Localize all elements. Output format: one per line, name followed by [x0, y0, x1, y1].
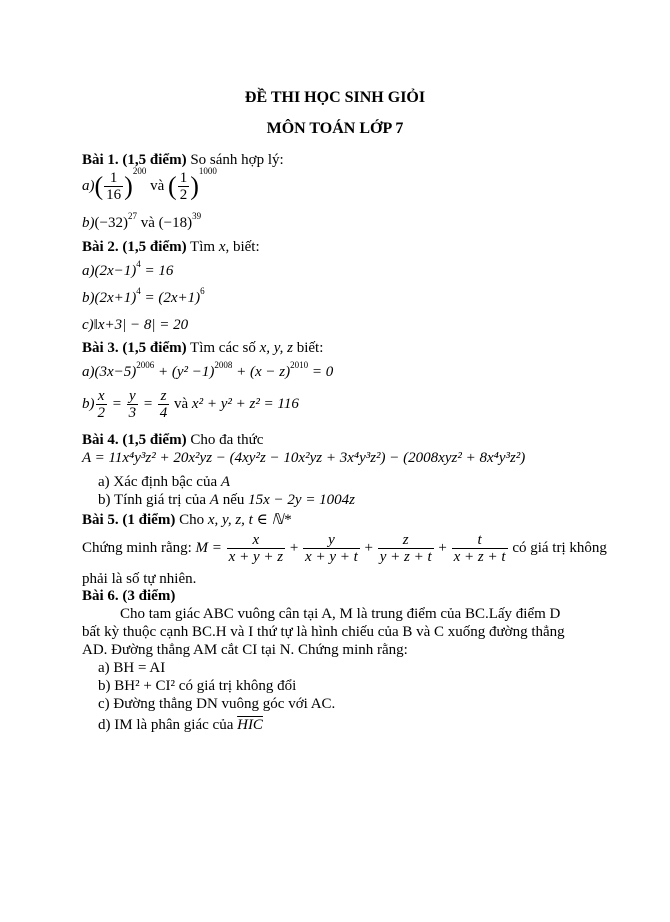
bai1-a: a)( $\frac{1}{16}$ )$^{200}$ và ( $\frac{1}{2}$ )$^{1000}$: [82, 165, 217, 203]
bai1-b: $b)(-32)^{27}$ và $(-18)^{39}$: [82, 211, 202, 231]
bai5-heading: Bài 5. (1 điểm) Cho x, y, z, t ∈ ℕ*: [82, 512, 291, 528]
bai2-b: $b)(2x+1)^4 = (2x+1)^6$: [82, 286, 205, 306]
page-subtitle: MÔN TOÁN LỚP 7: [266, 120, 404, 137]
bai5-statement: Chứng minh rằng: M = $\frac{x}{x + y + z}$ + $\frac{y}{x + y + t}$ + $\frac{z}{y + z + t}$ + $\frac{t}{x + z + t}$ có giá trị không: [82, 532, 607, 565]
bai3-b: b) $\frac{x}{2}$ = $\frac{y}{3}$ = $\frac{z}{4}$ và x² + y² + z² = 116: [82, 388, 299, 421]
bai6-c: c) Đường thẳng DN vuông góc với AC.: [98, 696, 336, 712]
bai6-p3: AD. Đường thẳng AM cắt CI tại N. Chứng minh rằng:: [82, 642, 408, 658]
page-title: ĐỀ THI HỌC SINH GIỎI: [244, 89, 426, 106]
bai1-heading: Bài 1. (1,5 điểm) So sánh hợp lý:: [82, 152, 284, 168]
bai5-statement-cont: phải là số tự nhiên.: [82, 571, 197, 587]
bai4-a: a) Xác định bậc của A: [98, 474, 231, 490]
bai2-c: c)‖x+3| − 8| = 20: [82, 317, 189, 333]
bai6-p2: bất kỳ thuộc cạnh BC.H và I thứ tự là hình chiếu của B và C xuống đường thẳng: [82, 624, 565, 640]
bai4-expression: A = 11x⁴y³z² + 20x²yz − (4xy²z − 10x²yz + 3x⁴y³z²) − (2008xyz² + 8x⁴y³z²): [82, 450, 526, 466]
bai3-a: $a)(3x-5)^{2006} + (y^2 -1)^{2008} + (x - z)^{2010} = 0$: [82, 360, 334, 380]
bai6-a: a) BH = AI: [98, 660, 166, 676]
bai2-a: $a)(2x-1)^4 = 16$: [82, 259, 174, 279]
bai3-heading: Bài 3. (1,5 điểm) Tìm các số x, y, z biết:: [82, 340, 324, 356]
bai6-b: b) BH² + CI² có giá trị không đổi: [98, 678, 297, 694]
bai6-heading: Bài 6. (3 điểm): [82, 588, 176, 604]
bai4-b: b) Tính giá trị của A nếu 15x − 2y = 1004z: [98, 492, 356, 508]
bai2-heading: Bài 2. (1,5 điểm) Tìm x, biết:: [82, 239, 260, 255]
bai6-d: d) IM là phân giác của $\overline{HIC}$: [98, 717, 263, 733]
bai4-heading: Bài 4. (1,5 điểm) Cho đa thức: [82, 432, 264, 448]
bai6-p1: Cho tam giác ABC vuông cân tại A, M là trung điểm của BC.Lấy điểm D: [120, 606, 561, 622]
